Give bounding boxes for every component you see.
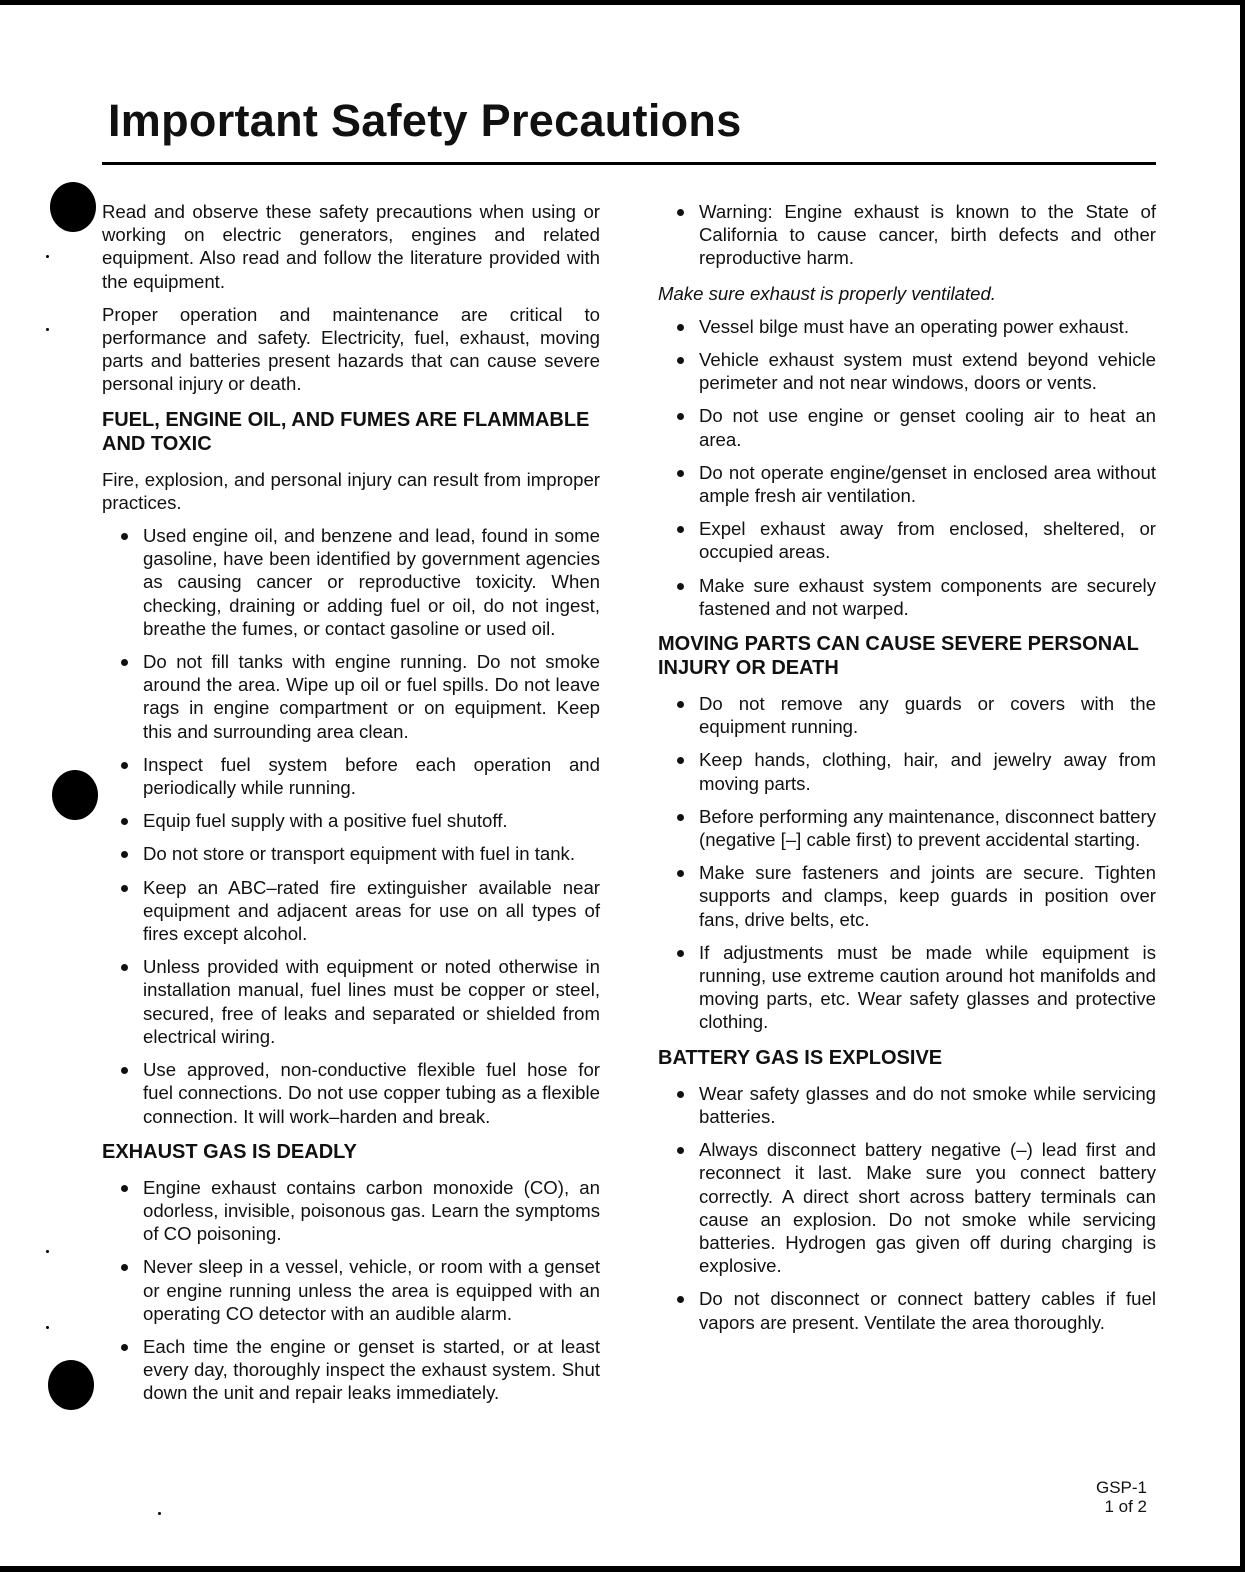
list-item: Before performing any maintenance, disconnect battery (negative [–] cable first) to prevent accidental starting. bbox=[658, 805, 1156, 851]
binder-hole-middle bbox=[52, 770, 98, 820]
list-item: Make sure exhaust system components are securely fastened and not warped. bbox=[658, 574, 1156, 620]
scan-speck bbox=[46, 255, 49, 258]
scan-speck bbox=[46, 1250, 49, 1253]
list-item: Wear safety glasses and do not smoke while servicing batteries. bbox=[658, 1082, 1156, 1128]
list-item: Do not use engine or genset cooling air to heat an area. bbox=[658, 404, 1156, 450]
scan-speck bbox=[158, 1512, 161, 1515]
list-item: Do not fill tanks with engine running. Do not smoke around the area. Wipe up oil or fuel spills. Do not leave rags in engine compartment or on equipment. Keep this and surrounding area clean. bbox=[102, 650, 600, 743]
ventilation-note: Make sure exhaust is properly ventilated. bbox=[658, 282, 996, 304]
list-item: Always disconnect battery negative (–) lead first and reconnect it last. Make sure you connect battery correctly. A direct short across battery terminals can cause an explosion. Do not smoke while servicing batteries. Hydrogen gas given off during charging is explosive. bbox=[658, 1138, 1156, 1277]
fuel-bullet-list bbox=[102, 524, 600, 1128]
scan-border-right bbox=[1240, 0, 1245, 1572]
intro-paragraph: Proper operation and maintenance are critical to performance and safety. Electricity, fuel, exhaust, moving parts and batteries present hazards that can cause severe personal injury or death. bbox=[102, 303, 600, 395]
scan-speck bbox=[46, 328, 49, 331]
section-heading-fuel: FUEL, ENGINE OIL, AND FUMES ARE FLAMMABLE AND TOXIC bbox=[102, 408, 590, 455]
ventilation-bullet-list bbox=[658, 315, 1156, 620]
title-rule bbox=[102, 162, 1156, 165]
list-item: Unless provided with equipment or noted otherwise in installation manual, fuel lines must be copper or steel, secured, free of leaks and separated or shielded from electrical wiring. bbox=[102, 955, 600, 1048]
list-item: Make sure fasteners and joints are secure. Tighten supports and clamps, keep guards in position over fans, drive belts, etc. bbox=[658, 861, 1156, 931]
list-item: Equip fuel supply with a positive fuel shutoff. bbox=[102, 809, 600, 832]
list-item: Vessel bilge must have an operating power exhaust. bbox=[658, 315, 1156, 338]
moving-parts-bullet-list bbox=[658, 692, 1156, 1034]
list-item: Use approved, non-conductive flexible fuel hose for fuel connections. Do not use copper tubing as a flexible connection. It will work–harden and break. bbox=[102, 1058, 600, 1128]
exhaust-warning-list bbox=[658, 200, 1156, 270]
document-code bbox=[1096, 1478, 1147, 1516]
document-code-label: GSP-1 bbox=[1095, 1478, 1147, 1497]
list-item: Vehicle exhaust system must extend beyond vehicle perimeter and not near windows, doors or vents. bbox=[658, 348, 1156, 394]
section-lead-fuel: Fire, explosion, and personal injury can result from improper practices. bbox=[102, 468, 600, 513]
list-item: Keep an ABC–rated fire extinguisher available near equipment and adjacent areas for use on all types of fires except alcohol. bbox=[102, 876, 600, 946]
battery-bullet-list bbox=[658, 1082, 1156, 1334]
list-item: Do not remove any guards or covers with the equipment running. bbox=[658, 692, 1156, 738]
list-item: Do not disconnect or connect battery cables if fuel vapors are present. Ventilate the area thoroughly. bbox=[658, 1287, 1156, 1333]
intro-paragraph: Read and observe these safety precautions when using or working on electric generators, engines and related equipment. Also read and follow the literature provided with the equipment. bbox=[102, 201, 600, 292]
page-title: Important Safety Precautions bbox=[108, 95, 742, 146]
list-item: Engine exhaust contains carbon monoxide (CO), an odorless, invisible, poisonous gas. Learn the symptoms of CO poisoning. bbox=[102, 1176, 600, 1246]
list-item: Never sleep in a vessel, vehicle, or room with a genset or engine running unless the area is equipped with an operating CO detector with an audible alarm. bbox=[102, 1255, 600, 1325]
list-item: If adjustments must be made while equipment is running, use extreme caution around hot manifolds and moving parts, etc. Wear safety glasses and protective clothing. bbox=[658, 941, 1156, 1034]
scan-border-top bbox=[0, 0, 1245, 5]
list-item: Do not operate engine/genset in enclosed area without ample fresh air ventilation. bbox=[658, 461, 1156, 507]
exhaust-bullet-list bbox=[102, 1176, 600, 1405]
list-item: Warning: Engine exhaust is known to the State of California to cause cancer, birth defects and other reproductive harm. bbox=[658, 200, 1156, 270]
section-heading-exhaust: EXHAUST GAS IS DEADLY bbox=[102, 1140, 357, 1163]
scan-border-bottom bbox=[0, 1566, 1245, 1572]
list-item: Each time the engine or genset is started, or at least every day, thoroughly inspect the exhaust system. Shut down the unit and repair leaks immediately. bbox=[102, 1335, 600, 1405]
binder-hole-top bbox=[50, 182, 96, 232]
list-item: Do not store or transport equipment with fuel in tank. bbox=[102, 842, 600, 865]
left-column bbox=[102, 200, 600, 1417]
right-column bbox=[658, 200, 1156, 1346]
list-item: Expel exhaust away from enclosed, sheltered, or occupied areas. bbox=[658, 517, 1156, 563]
section-heading-moving-parts: MOVING PARTS CAN CAUSE SEVERE PERSONAL INJURY OR DEATH bbox=[658, 633, 1139, 680]
page-number: 1 of 2 bbox=[1104, 1497, 1147, 1516]
list-item: Used engine oil, and benzene and lead, found in some gasoline, have been identified by government agencies as causing cancer or reproductive toxicity. When checking, draining or adding fuel or oil, do not ingest, breathe the fumes, or contact gasoline or used oil. bbox=[102, 524, 600, 640]
list-item: Keep hands, clothing, hair, and jewelry away from moving parts. bbox=[658, 748, 1156, 794]
scan-speck bbox=[46, 1326, 49, 1329]
list-item: Inspect fuel system before each operation and periodically while running. bbox=[102, 753, 600, 799]
section-heading-battery: BATTERY GAS IS EXPLOSIVE bbox=[658, 1046, 943, 1069]
binder-hole-bottom bbox=[48, 1360, 94, 1410]
